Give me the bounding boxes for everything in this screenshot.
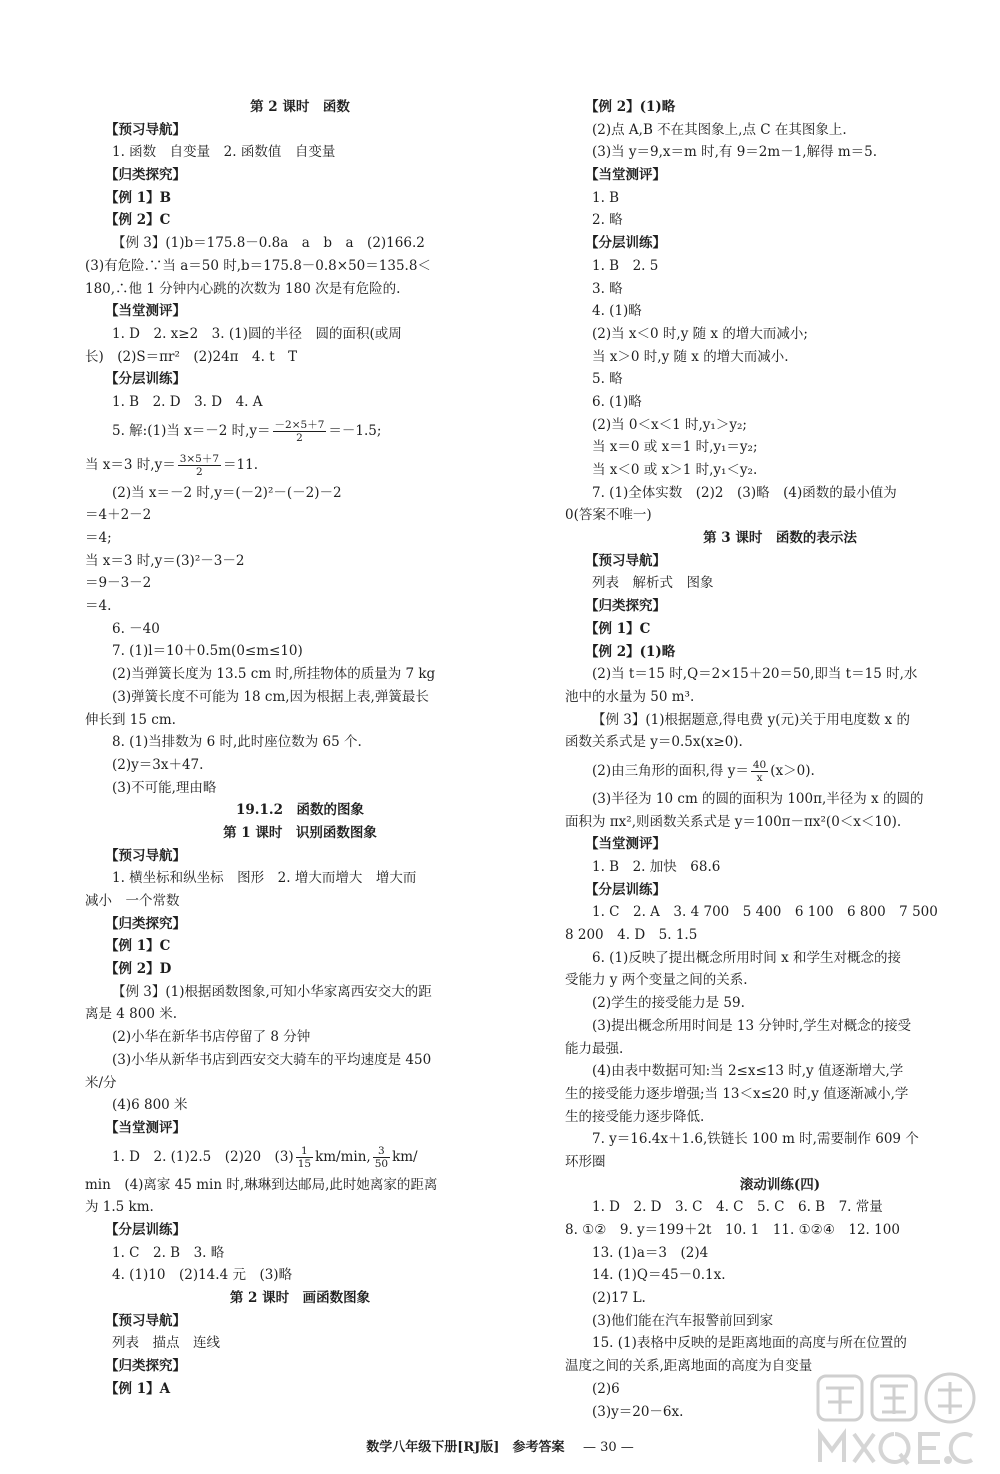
right-column-line: [565, 811, 995, 834]
left-column-line: [85, 890, 515, 913]
line-text: 1. C 2. B 3. 略: [112, 1244, 225, 1261]
line-text: (2)当 t＝15 时,Q＝2×15＋20＝50,即当 t＝15 时,水: [592, 666, 918, 683]
line-text: 【例 1】C: [585, 620, 651, 637]
fraction-denominator: 15: [297, 1157, 312, 1170]
right-column-line: [565, 527, 995, 550]
line-text: 15. (1)表格中反映的是距离地面的高度与所在位置的: [592, 1335, 907, 1352]
right-column-line: [565, 141, 995, 164]
line-text: 5. 解:(1)当 x＝－2 时,y＝: [112, 422, 271, 439]
left-column-line: [85, 232, 515, 255]
line-text: ＝11.: [223, 456, 259, 473]
left-column-line: [85, 822, 515, 845]
left-column-line: [85, 368, 515, 391]
left-column-line: [85, 1117, 515, 1140]
line-text: 【例 3】(1)根据函数图象,可知小华家离西安交大的距: [112, 983, 432, 1000]
line-text: (2)当弹簧长度为 13.5 cm 时,所挂物体的质量为 7 kg: [112, 666, 436, 683]
left-column-line: [85, 731, 515, 754]
line-text: 5. 略: [592, 371, 623, 388]
right-column-line: [565, 731, 995, 754]
line-text: (2)y＝3x＋47.: [112, 756, 204, 773]
line-text: 能力最强.: [565, 1040, 624, 1057]
line-text: (4)由表中数据可知:当 2≤x≤13 时,y 值逐渐增大,学: [592, 1063, 904, 1080]
line-text: 【归类探究】: [105, 167, 186, 184]
right-column-line: [565, 255, 995, 278]
left-column-line: [85, 255, 515, 278]
line-text: 当 x＞0 时,y 随 x 的增大而减小.: [592, 348, 789, 365]
right-column-line: [565, 323, 995, 346]
line-text: 【预习导航】: [105, 121, 186, 138]
line-text: 生的接受能力逐步降低.: [565, 1108, 705, 1125]
right-column-line: [565, 709, 995, 732]
left-column-line: [85, 414, 515, 448]
right-column-line: [565, 1128, 995, 1151]
right-column-line: [565, 1083, 995, 1106]
line-text: 【例 1】A: [105, 1380, 171, 1397]
right-column-line: [565, 663, 995, 686]
line-text: 第 3 课时 函数的表示法: [703, 530, 857, 547]
left-column-line: [85, 799, 515, 822]
line-text: 【归类探究】: [105, 1358, 186, 1375]
left-column-line: [85, 550, 515, 573]
right-column-line: [565, 1196, 995, 1219]
left-column-line: [85, 1378, 515, 1401]
line-text: 1. B: [592, 189, 620, 206]
right-column-line: [565, 346, 995, 369]
fraction-numerator: 3: [373, 1145, 390, 1158]
left-column-line: [85, 595, 515, 618]
fraction-denominator: 50: [374, 1157, 389, 1170]
line-text: ＝4＋2－2: [85, 507, 152, 524]
line-text: (4)6 800 米: [112, 1097, 188, 1114]
left-column-line: [85, 96, 515, 119]
line-text: 1. D 2. (1)2.5 (2)20 (3): [112, 1148, 294, 1165]
line-text: 【例 2】(1)略: [585, 643, 676, 660]
right-column-line: [565, 1219, 995, 1242]
line-text: 米/分: [85, 1074, 117, 1091]
line-text: (3)有危险.∵当 a＝50 时,b＝175.8－0.8×50＝135.8＜: [85, 257, 431, 274]
line-text: 【预习导航】: [105, 1312, 186, 1329]
line-text: 【归类探究】: [585, 598, 666, 615]
line-text: 当 x＝0 或 x＝1 时,y₁＝y₂;: [592, 439, 758, 456]
left-column-line: [85, 209, 515, 232]
line-text: 【例 1】C: [105, 938, 171, 955]
line-text: 第 1 课时 识别函数图象: [223, 824, 377, 841]
line-text: 1. B 2. 5: [592, 257, 659, 274]
line-text: 长) (2)S＝πr² (2)24π 4. t T: [85, 348, 298, 365]
line-text: min (4)离家 45 min 时,琳琳到达邮局,此时她离家的距离: [85, 1176, 438, 1193]
line-text: 减小 一个常数: [85, 893, 180, 909]
left-column-line: [85, 1072, 515, 1095]
right-column-line: [565, 1151, 995, 1174]
left-column-line: [85, 300, 515, 323]
left-column-line: [85, 958, 515, 981]
line-text: (x＞0).: [770, 762, 815, 779]
line-text: (3)弹簧长度不可能为 18 cm,因为根据上表,弹簧最长: [112, 688, 429, 705]
right-column-line: [565, 1264, 995, 1287]
right-column-line: [565, 414, 995, 437]
left-column-line: [85, 1196, 515, 1219]
left-column-line: [85, 1219, 515, 1242]
left-column-line: [85, 1174, 515, 1197]
left-column-line: [85, 1049, 515, 1072]
watermark-logo: [812, 1370, 987, 1470]
left-column-line: [85, 1332, 515, 1355]
line-text: 【分层训练】: [585, 881, 666, 898]
left-column-line: [85, 323, 515, 346]
line-text: 【分层训练】: [105, 1221, 186, 1238]
left-column-line: [85, 867, 515, 890]
line-text: 【例 3】(1)b＝175.8－0.8a a b a (2)166.2: [112, 235, 425, 252]
right-column-line: [565, 686, 995, 709]
left-column-line: [85, 709, 515, 732]
line-text: (3)不可能,理由略: [112, 779, 217, 796]
line-text: 0(答案不唯一): [565, 507, 652, 524]
footer-title: 数学八年级下册[RJ版] 参考答案: [366, 1440, 565, 1455]
right-column-line: [565, 1242, 995, 1265]
right-column-line: [565, 119, 995, 142]
line-text: 19.1.2 函数的图象: [236, 802, 364, 819]
right-column-line: [565, 164, 995, 187]
line-text: 当 x＝3 时,y＝(3)²－3－2: [85, 552, 245, 569]
line-text: 1. B 2. 加快 68.6: [592, 859, 721, 875]
line-text: (2)当 x＝－2 时,y＝(－2)²－(－2)－2: [112, 484, 342, 501]
line-text: 1. 横坐标和纵坐标 图形 2. 增大而增大 增大而: [112, 870, 417, 887]
fraction: [751, 759, 768, 784]
left-column-line: [85, 187, 515, 210]
line-text: 6. (1)略: [592, 393, 642, 410]
right-column-line: [565, 232, 995, 255]
right-column-line: [565, 856, 995, 879]
left-column-line: [85, 1310, 515, 1333]
fraction-denominator: 2: [296, 431, 303, 444]
right-column-line: [565, 300, 995, 323]
line-text: (3)提出概念所用时间是 13 分钟时,学生对概念的接受: [592, 1017, 912, 1034]
right-column-line: [565, 947, 995, 970]
line-text: (2)17 L.: [592, 1290, 646, 1307]
right-column-line: [565, 969, 995, 992]
line-text: 【例 1】B: [105, 189, 172, 206]
line-text: 7. (1)l＝10＋0.5m(0≤m≤10): [112, 643, 303, 660]
right-column-line: [565, 1015, 995, 1038]
left-column-line: [85, 1264, 515, 1287]
left-column-line: [85, 572, 515, 595]
line-text: 生的接受能力逐步增强;当 13＜x≤20 时,y 值逐渐减小,学: [565, 1085, 909, 1102]
line-text: 1. D 2. D 3. C 4. C 5. C 6. B 7. 常量: [592, 1199, 883, 1216]
line-text: km/: [392, 1148, 418, 1165]
right-column-line: [565, 504, 995, 527]
line-text: ＝－1.5;: [328, 422, 382, 439]
fraction: [273, 419, 327, 444]
line-text: ＝9－3－2: [85, 575, 152, 592]
fraction-numerator: 1: [296, 1145, 313, 1158]
line-text: 滚动训练(四): [739, 1176, 821, 1193]
left-column-line: [85, 663, 515, 686]
right-column-line: [565, 641, 995, 664]
line-text: 7. y＝16.4x＋1.6,铁链长 100 m 时,需要制作 609 个: [592, 1131, 919, 1148]
right-column-line: [565, 1106, 995, 1129]
right-column-line: [565, 788, 995, 811]
right-column-line: [565, 992, 995, 1015]
line-text: 8. (1)当排数为 6 时,此时座位数为 65 个.: [112, 734, 362, 751]
fraction: [178, 453, 221, 478]
left-column-line: [85, 141, 515, 164]
line-text: 【当堂测评】: [105, 1119, 186, 1136]
left-column-line: [85, 640, 515, 663]
right-column: [565, 96, 995, 1423]
left-column-line: [85, 504, 515, 527]
left-column-line: [85, 1094, 515, 1117]
right-column-line: [565, 572, 995, 595]
line-text: 池中的水量为 50 m³.: [565, 688, 695, 705]
right-column-line: [565, 595, 995, 618]
line-text: 4. (1)10 (2)14.4 元 (3)略: [112, 1267, 293, 1284]
left-column-line: [85, 1140, 515, 1174]
line-text: 【预习导航】: [585, 552, 666, 569]
left-column-line: [85, 1355, 515, 1378]
right-column-line: [565, 618, 995, 641]
left-column-line: [85, 119, 515, 142]
line-text: (2)学生的接受能力是 59.: [592, 995, 745, 1012]
right-column-line: [565, 1332, 995, 1355]
line-text: 8 200 4. D 5. 1.5: [565, 927, 698, 944]
fraction-numerator: 40: [752, 758, 767, 771]
right-column-line: [565, 901, 995, 924]
line-text: 列表 描点 连线: [112, 1335, 220, 1352]
line-text: 1. 函数 自变量 2. 函数值 自变量: [112, 144, 336, 161]
right-column-line: [565, 924, 995, 947]
line-text: 【当堂测评】: [105, 303, 186, 320]
line-text: (3)他们能在汽车报警前回到家: [592, 1312, 774, 1329]
left-column-line: [85, 278, 515, 301]
line-text: (3)当 y＝9,x＝m 时,有 9＝2m－1,解得 m＝5.: [592, 144, 878, 161]
line-text: 为 1.5 km.: [85, 1199, 154, 1216]
watermark-logo-icon: [812, 1370, 987, 1470]
line-text: 列表 解析式 图象: [592, 575, 714, 592]
left-column-line: [85, 1003, 515, 1026]
right-column-line: [565, 550, 995, 573]
left-column-line: [85, 618, 515, 641]
fraction-denominator: x: [756, 771, 763, 784]
left-column-line: [85, 981, 515, 1004]
right-column-line: [565, 278, 995, 301]
right-column-line: [565, 436, 995, 459]
right-column-line: [565, 187, 995, 210]
line-text: 面积为 πx²,则函数关系式是 y＝100π－πx²(0＜x＜10).: [565, 813, 902, 830]
left-column-line: [85, 1026, 515, 1049]
left-column-line: [85, 482, 515, 505]
fraction-numerator: －2×5＋7: [274, 418, 325, 431]
left-column-line: [85, 1287, 515, 1310]
fraction-numerator: 3×5＋7: [179, 452, 220, 465]
line-text: 当 x＝3 时,y＝: [85, 456, 176, 473]
page-number: — 30 —: [582, 1440, 634, 1455]
line-text: (2)小华在新华书店停留了 8 分钟: [112, 1029, 311, 1046]
right-column-line: [565, 879, 995, 902]
line-text: ＝4.: [85, 598, 112, 615]
line-text: 1. C 2. A 3. 4 700 5 400 6 100 6 800 7 500: [592, 904, 938, 921]
line-text: (2)由三角形的面积,得 y＝: [592, 762, 749, 779]
right-column-line: [565, 1060, 995, 1083]
line-text: 【预习导航】: [105, 847, 186, 864]
right-column-line: [565, 391, 995, 414]
right-column-line: [565, 368, 995, 391]
left-column-line: [85, 391, 515, 414]
line-text: 【归类探究】: [105, 915, 186, 932]
line-text: 温度之间的关系,距离地面的高度为自变量: [565, 1358, 813, 1375]
line-text: 7. (1)全体实数 (2)2 (3)略 (4)函数的最小值为: [592, 484, 897, 501]
left-column: [85, 96, 515, 1400]
line-text: 6. －40: [112, 620, 160, 637]
line-text: 6. (1)反映了提出概念所用时间 x 和学生对概念的接: [592, 949, 901, 966]
line-text: 【例 2】(1)略: [585, 99, 676, 115]
line-text: 第 2 课时 画函数图象: [229, 1290, 371, 1306]
right-column-line: [565, 482, 995, 505]
line-text: 8. ①② 9. y＝199＋2t 10. 1 11. ①②④ 12. 100: [565, 1222, 900, 1238]
line-text: 2. 略: [592, 212, 623, 229]
line-text: (2)点 A,B 不在其图象上,点 C 在其图象上.: [592, 121, 847, 138]
line-text: 环形圈: [565, 1153, 606, 1170]
line-text: 14. (1)Q＝45－0.1x.: [592, 1267, 726, 1284]
line-text: 【例 2】D: [105, 961, 172, 978]
left-column-line: [85, 686, 515, 709]
right-column-line: [565, 1038, 995, 1061]
line-text: 【例 2】C: [105, 212, 171, 229]
line-text: (3)半径为 10 cm 的圆的面积为 100π,半径为 x 的圆的: [592, 790, 924, 807]
line-text: 3. 略: [592, 280, 623, 297]
line-text: (2)当 0＜x＜1 时,y₁＞y₂;: [592, 416, 747, 433]
left-column-line: [85, 448, 515, 482]
line-text: (3)小华从新华书店到西安交大骑车的平均速度是 450: [112, 1051, 432, 1068]
line-text: 【当堂测评】: [585, 167, 666, 184]
right-column-line: [565, 459, 995, 482]
line-text: km/min,: [315, 1148, 371, 1165]
line-text: 180,∴他 1 分钟内心跳的次数为 180 次是有危险的.: [85, 280, 401, 297]
left-column-line: [85, 1242, 515, 1265]
right-column-line: [565, 209, 995, 232]
fraction: [373, 1145, 390, 1170]
line-text: 【当堂测评】: [585, 836, 666, 853]
line-text: 【分层训练】: [105, 371, 186, 388]
line-text: (3)y＝20－6x.: [592, 1403, 684, 1420]
line-text: 4. (1)略: [592, 303, 642, 320]
fraction-denominator: 2: [196, 465, 203, 478]
left-column-line: [85, 527, 515, 550]
line-text: 当 x＜0 或 x＞1 时,y₁＜y₂.: [592, 462, 758, 478]
left-column-line: [85, 935, 515, 958]
line-text: 第 2 课时 函数: [250, 99, 350, 115]
line-text: 离是 4 800 米.: [85, 1006, 178, 1023]
fraction: [296, 1145, 313, 1170]
left-column-line: [85, 754, 515, 777]
line-text: 受能力 y 两个变量之间的关系.: [565, 972, 748, 989]
line-text: 【例 3】(1)根据题意,得电费 y(元)关于用电度数 x 的: [592, 711, 910, 728]
right-column-line: [565, 833, 995, 856]
left-column-line: [85, 346, 515, 369]
right-column-line: [565, 754, 995, 788]
right-column-line: [565, 96, 995, 119]
line-text: ＝4;: [85, 530, 112, 546]
line-text: 【分层训练】: [585, 235, 666, 252]
line-text: 函数关系式是 y＝0.5x(x≥0).: [565, 734, 743, 751]
right-column-line: [565, 1310, 995, 1333]
left-column-line: [85, 845, 515, 868]
left-column-line: [85, 913, 515, 936]
right-column-line: [565, 1287, 995, 1310]
line-text: 伸长到 15 cm.: [85, 711, 176, 728]
line-text: 1. B 2. D 3. D 4. A: [112, 393, 263, 410]
line-text: (2)当 x＜0 时,y 随 x 的增大而减小;: [592, 325, 808, 342]
line-text: 13. (1)a＝3 (2)4: [592, 1244, 709, 1261]
left-column-line: [85, 777, 515, 800]
line-text: (2)6: [592, 1380, 620, 1397]
left-column-line: [85, 164, 515, 187]
right-column-line: [565, 1174, 995, 1197]
line-text: 1. D 2. x≥2 3. (1)圆的半径 圆的面积(或周: [112, 325, 402, 342]
